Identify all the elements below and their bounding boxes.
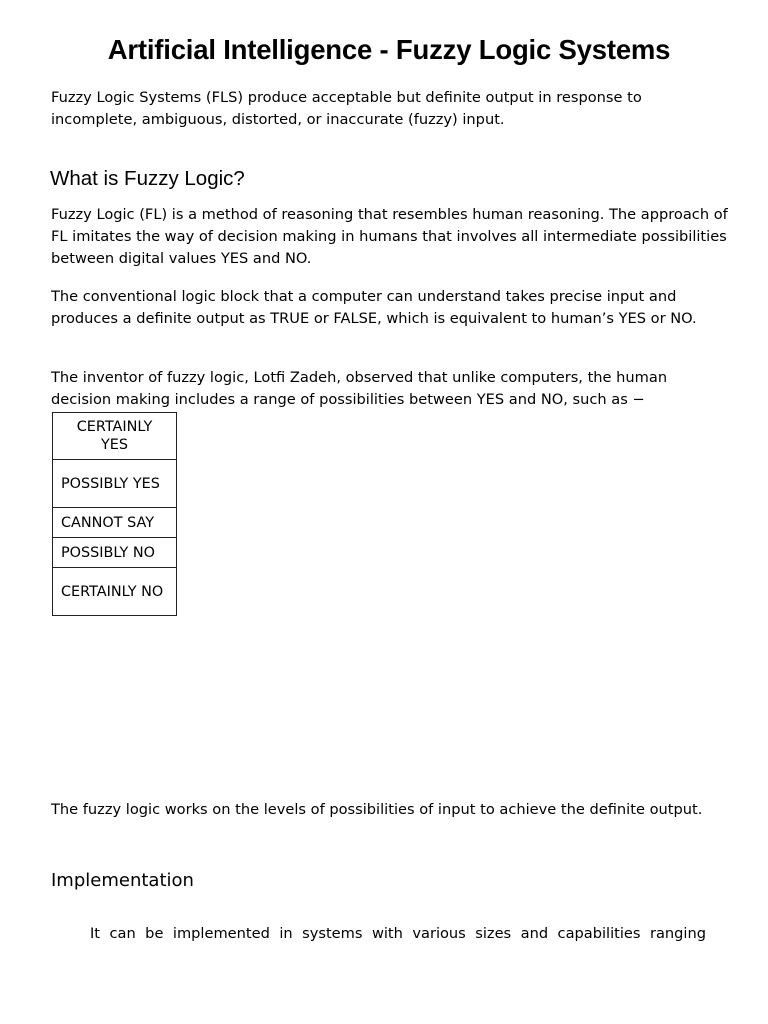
intro-paragraph: Fuzzy Logic Systems (FLS) produce acceptable but definite output in response to incomplete, ambiguous, distorted, or inaccurate (fuzzy) input. [51, 89, 642, 128]
table-row [53, 413, 177, 460]
table-row [53, 460, 177, 508]
closing-paragraph: The fuzzy logic works on the levels of possibilities of input to achieve the definite output. [51, 801, 703, 818]
implementation-paragraph: It can be implemented in systems with various sizes and capabilities ranging [90, 925, 706, 942]
level-cell: POSSIBLY YES [53, 460, 177, 508]
level-cell: POSSIBLY NO [53, 538, 177, 568]
page-title: Artificial Intelligence - Fuzzy Logic Systems [107, 34, 671, 65]
level-cell: CERTAINLY NO [53, 568, 177, 616]
table-row [53, 538, 177, 568]
level-cell: CANNOT SAY [53, 508, 177, 538]
section-heading-what-is-fuzzy-logic: What is Fuzzy Logic? [50, 167, 245, 190]
table-row [53, 508, 177, 538]
level-cell: CERTAINLY YES [53, 413, 177, 460]
section-heading-implementation: Implementation [51, 870, 194, 891]
possibility-levels-table [52, 412, 177, 616]
conventional-logic-paragraph: The conventional logic block that a computer can understand takes precise input and produces a definite output as TRUE or FALSE, which is equivalent to human’s YES or NO. [51, 288, 697, 327]
definition-paragraph: Fuzzy Logic (FL) is a method of reasoning that resembles human reasoning. The approach of FL imitates the way of decision making in humans that involves all intermediate possibilities between digital values YES and NO. [51, 206, 728, 267]
zadeh-paragraph: The inventor of fuzzy logic, Lotfi Zadeh, observed that unlike computers, the human decision making includes a range of possibilities between YES and NO, such as − [51, 369, 668, 408]
table-row [53, 568, 177, 616]
